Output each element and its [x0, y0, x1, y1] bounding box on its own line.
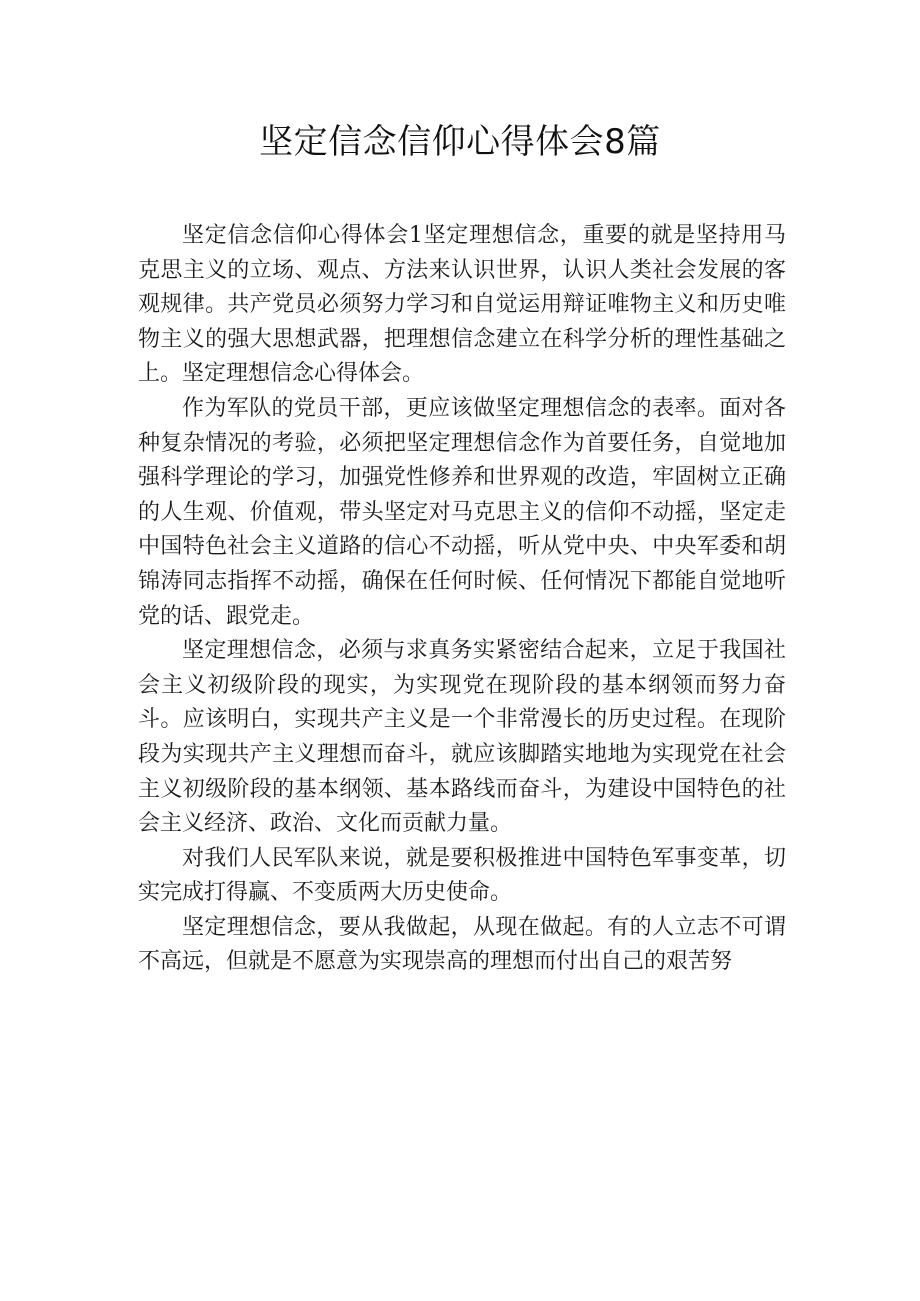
document-title: 坚定信念信仰心得体会8篇 — [259, 122, 661, 162]
paragraph-4: 对我们人民军队来说，就是要积极推进中国特色军事变革，切实完成打得赢、不变质两大历史使命。 — [138, 845, 786, 906]
paragraph-3: 坚定理想信念，必须与求真务实紧密结合起来，立足于我国社会主义初级阶段的现实，为实现党在现阶段的基本纲领而努力奋斗。应该明白，实现共产主义是一个非常漫长的历史过程。在现阶段为实现共产主义理想而奋斗，就应该脚踏实地地为实现党在社会主义初级阶段的基本纲领、基本路线而奋斗，为建设中国特色的社会主义经济、政治、文化而贡献力量。 — [138, 638, 786, 837]
paragraph-2: 作为军队的党员干部，更应该做坚定理想信念的表率。面对各种复杂情况的考验，必须把坚定理想信念作为首要任务，自觉地加强科学理论的学习，加强党性修养和世界观的改造，牢固树立正确的人生观、价值观，带头坚定对马克思主义的信仰不动摇，坚定走中国特色社会主义道路的信心不动摇，听从党中央、中央军委和胡锦涛同志指挥不动摇，确保在任何时候、任何情况下都能自觉地听党的话、跟党走。 — [138, 395, 786, 629]
document-body — [138, 219, 786, 980]
paragraph-1: 坚定信念信仰心得体会1坚定理想信念，重要的就是坚持用马克思主义的立场、观点、方法来认识世界，认识人类社会发展的客观规律。共产党员必须努力学习和自觉运用辩证唯物主义和历史唯物主义的强大思想武器，把理想信念建立在科学分析的理性基础之上。坚定理想信念心得体会。 — [138, 223, 786, 387]
paragraph-5: 坚定理想信念，要从我做起，从现在做起。有的人立志不可谓不高远，但就是不愿意为实现崇高的理想而付出自己的艰苦努 — [138, 914, 786, 975]
